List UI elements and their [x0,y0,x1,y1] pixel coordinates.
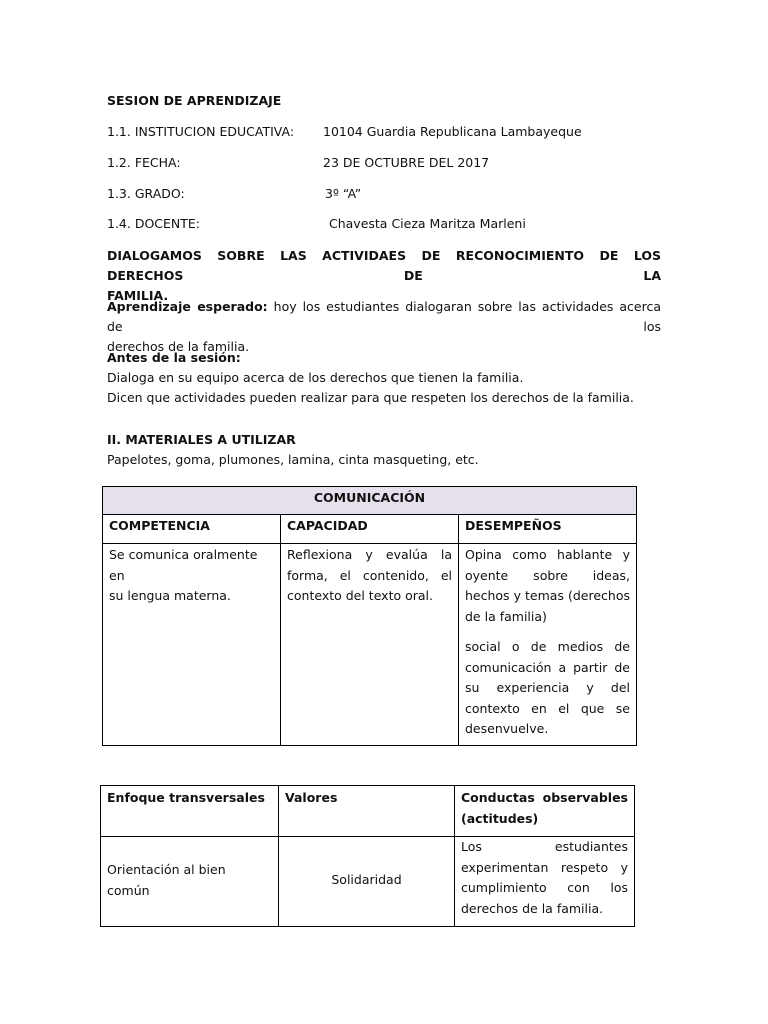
info-value-docente: Chavesta Cieza Maritza Marleni [329,216,526,231]
col-competencia: COMPETENCIA [103,515,281,544]
comunicacion-header: COMUNICACIÓN [103,487,637,515]
desempenos-line: comunicación a partir de [465,659,630,675]
conductas-header-line: Conductas observables [461,790,628,805]
desempenos-line: de la familia) [465,608,547,624]
comunicacion-table [102,486,637,746]
info-label-docente: 1.4. DOCENTE: [107,216,201,231]
cell-enfoque: Orientación al bien común [101,837,279,927]
cell-conductas [455,837,635,927]
desempenos-line: contexto en el que se [465,700,630,716]
conductas-line: cumplimiento con los [461,880,628,895]
info-value-fecha: 23 DE OCTUBRE DEL 2017 [323,155,490,170]
competencia-line: Se comunica oralmente en [109,547,258,583]
enfoque-table [100,785,635,927]
col-capacidad: CAPACIDAD [281,515,459,544]
desempenos-line: su experiencia y del [465,680,630,695]
col-conductas [455,786,635,837]
info-value-grado: 3º “A” [325,186,362,201]
info-label-fecha: 1.2. FECHA: [107,155,181,170]
cell-competencia [103,544,281,746]
capacidad-line: contexto del texto oral. [287,588,433,603]
competencia-line: su lengua materna. [109,588,231,603]
cell-capacidad [281,544,459,746]
conductas-line: Los estudiantes [461,839,628,854]
info-label-grado: 1.3. GRADO: [107,186,185,201]
info-value-institucion: 10104 Guardia Republicana Lambayeque [323,124,582,139]
col-valores: Valores [279,786,455,837]
aprendizaje-text-line2: derechos de la familia. [107,339,250,354]
conductas-line: derechos de la familia. [461,900,604,916]
antes-line1: Dialoga en su equipo acerca de los derechos que tienen la familia. [107,370,524,385]
page-title: SESION DE APRENDIZAJE [107,93,282,108]
materiales [107,430,661,470]
col-enfoque: Enfoque transversales [101,786,279,837]
aprendizaje-label: Aprendizaje esperado: [107,299,268,314]
conductas-header-line: (actitudes) [461,810,539,826]
antes-line2: Dicen que actividades pueden realizar para que respeten los derechos de la familia. [107,390,634,405]
aprendizaje-text-line1: hoy los estudiantes dialogaran sobre las actividades acerca de los [107,299,661,334]
info-label-institucion: 1.1. INSTITUCION EDUCATIVA: [107,124,295,139]
desempenos-line: social o de medios de [465,639,630,654]
conductas-line: experimentan respeto y [461,859,628,875]
desempenos-line: Opina como hablante y [465,547,630,562]
desempenos-line: hechos y temas (derechos [465,588,630,603]
desempenos-line: oyente sobre ideas, [465,567,630,583]
desempenos-line: desenvuelve. [465,721,549,736]
materiales-text: Papelotes, goma, plumones, lamina, cinta masqueting, etc. [107,452,479,467]
capacidad-line: forma, el contenido, el [287,567,452,583]
session-heading-line1: DIALOGAMOS SOBRE LAS ACTIVIDAES DE RECONOCIMIENTO DE LOS DERECHOS DE LA [107,248,661,283]
col-desempenos: DESEMPEÑOS [459,515,637,544]
antes-label: Antes de la sesión: [107,350,241,365]
cell-valor: Solidaridad [279,837,455,927]
cell-desempenos [459,544,637,746]
session-heading-line2: FAMILIA. [107,288,169,303]
capacidad-line: Reflexiona y evalúa la [287,547,452,562]
antes-sesion [107,348,661,408]
materiales-label: II. MATERIALES A UTILIZAR [107,432,296,447]
